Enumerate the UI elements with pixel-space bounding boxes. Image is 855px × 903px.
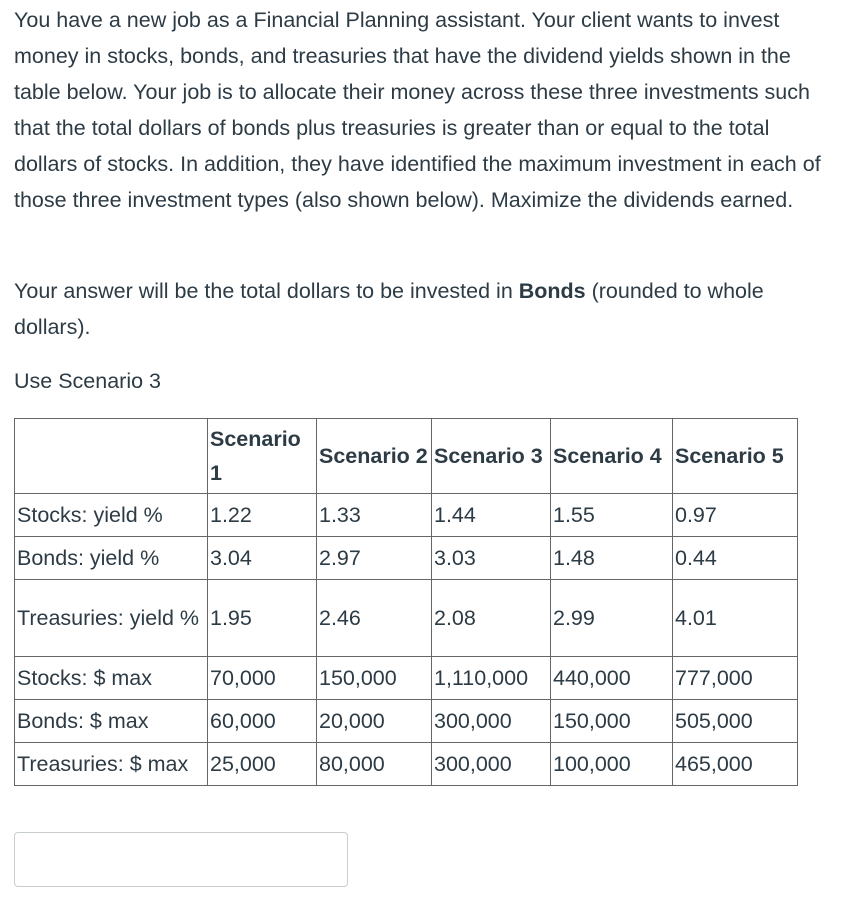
header-scenario-4: Scenario 4 xyxy=(551,419,673,494)
table-cell: 777,000 xyxy=(673,657,798,700)
answer-instruction-text: Your answer will be the total dollars to be invested in xyxy=(14,279,519,303)
table-row-treasuries-yield xyxy=(15,580,798,657)
table-cell: 0.97 xyxy=(673,494,798,537)
table-cell: 300,000 xyxy=(432,700,551,743)
table-cell: 150,000 xyxy=(551,700,673,743)
header-scenario-2: Scenario 2 xyxy=(317,419,432,494)
table-row-stocks-max xyxy=(15,657,798,700)
answer-target-bonds: Bonds xyxy=(518,279,586,303)
answer-input[interactable] xyxy=(14,832,348,887)
table-cell: 2.46 xyxy=(317,580,432,657)
row-label: Treasuries: yield % xyxy=(15,580,208,657)
table-cell: 3.03 xyxy=(432,537,551,580)
table-cell: 1.33 xyxy=(317,494,432,537)
table-cell: 1.44 xyxy=(432,494,551,537)
table-cell: 1,110,000 xyxy=(432,657,551,700)
table-cell: 0.44 xyxy=(673,537,798,580)
answer-instruction-rounding: (rounded to whole dollars). xyxy=(14,279,764,339)
table-cell: 80,000 xyxy=(317,743,432,786)
header-scenario-5: Scenario 5 xyxy=(673,419,798,494)
problem-description: You have a new job as a Financial Planning assistant. Your client wants to invest money in stocks, bonds, and treasuries that have the dividend yields shown in the table below. Your job is to allocate their money across these three investments such that the total dollars of bonds plus treasuries is greater than or equal to the total dollars of stocks. In addition, they have identified the maximum investment in each of those three investment types (also shown below). Maximize the dividends earned. xyxy=(14,8,821,212)
header-scenario-3: Scenario 3 xyxy=(432,419,551,494)
table-cell: 25,000 xyxy=(208,743,317,786)
table-cell: 440,000 xyxy=(551,657,673,700)
table-row-treasuries-max xyxy=(15,743,798,786)
table-cell: 1.48 xyxy=(551,537,673,580)
table-cell: 1.95 xyxy=(208,580,317,657)
table-cell: 465,000 xyxy=(673,743,798,786)
header-cell-empty xyxy=(15,419,208,494)
table-cell: 4.01 xyxy=(673,580,798,657)
table-cell: 100,000 xyxy=(551,743,673,786)
table-cell: 1.22 xyxy=(208,494,317,537)
table-cell: 2.97 xyxy=(317,537,432,580)
table-cell: 20,000 xyxy=(317,700,432,743)
header-scenario-1: Scenario 1 xyxy=(208,419,317,494)
table-cell: 2.99 xyxy=(551,580,673,657)
table-cell: 60,000 xyxy=(208,700,317,743)
row-label: Stocks: yield % xyxy=(15,494,208,537)
row-label: Bonds: $ max xyxy=(15,700,208,743)
scenario-instruction: Use Scenario 3 xyxy=(14,369,161,393)
row-label: Stocks: $ max xyxy=(15,657,208,700)
row-label: Treasuries: $ max xyxy=(15,743,208,786)
table-cell: 505,000 xyxy=(673,700,798,743)
table-cell: 70,000 xyxy=(208,657,317,700)
table-row-stocks-yield xyxy=(15,494,798,537)
table-row-bonds-max xyxy=(15,700,798,743)
table-row-bonds-yield xyxy=(15,537,798,580)
table-cell: 3.04 xyxy=(208,537,317,580)
scenario-table xyxy=(14,418,798,786)
table-cell: 300,000 xyxy=(432,743,551,786)
row-label: Bonds: yield % xyxy=(15,537,208,580)
table-cell: 2.08 xyxy=(432,580,551,657)
table-header-row xyxy=(15,419,798,494)
table-cell: 150,000 xyxy=(317,657,432,700)
answer-instruction xyxy=(14,273,834,345)
table-cell: 1.55 xyxy=(551,494,673,537)
